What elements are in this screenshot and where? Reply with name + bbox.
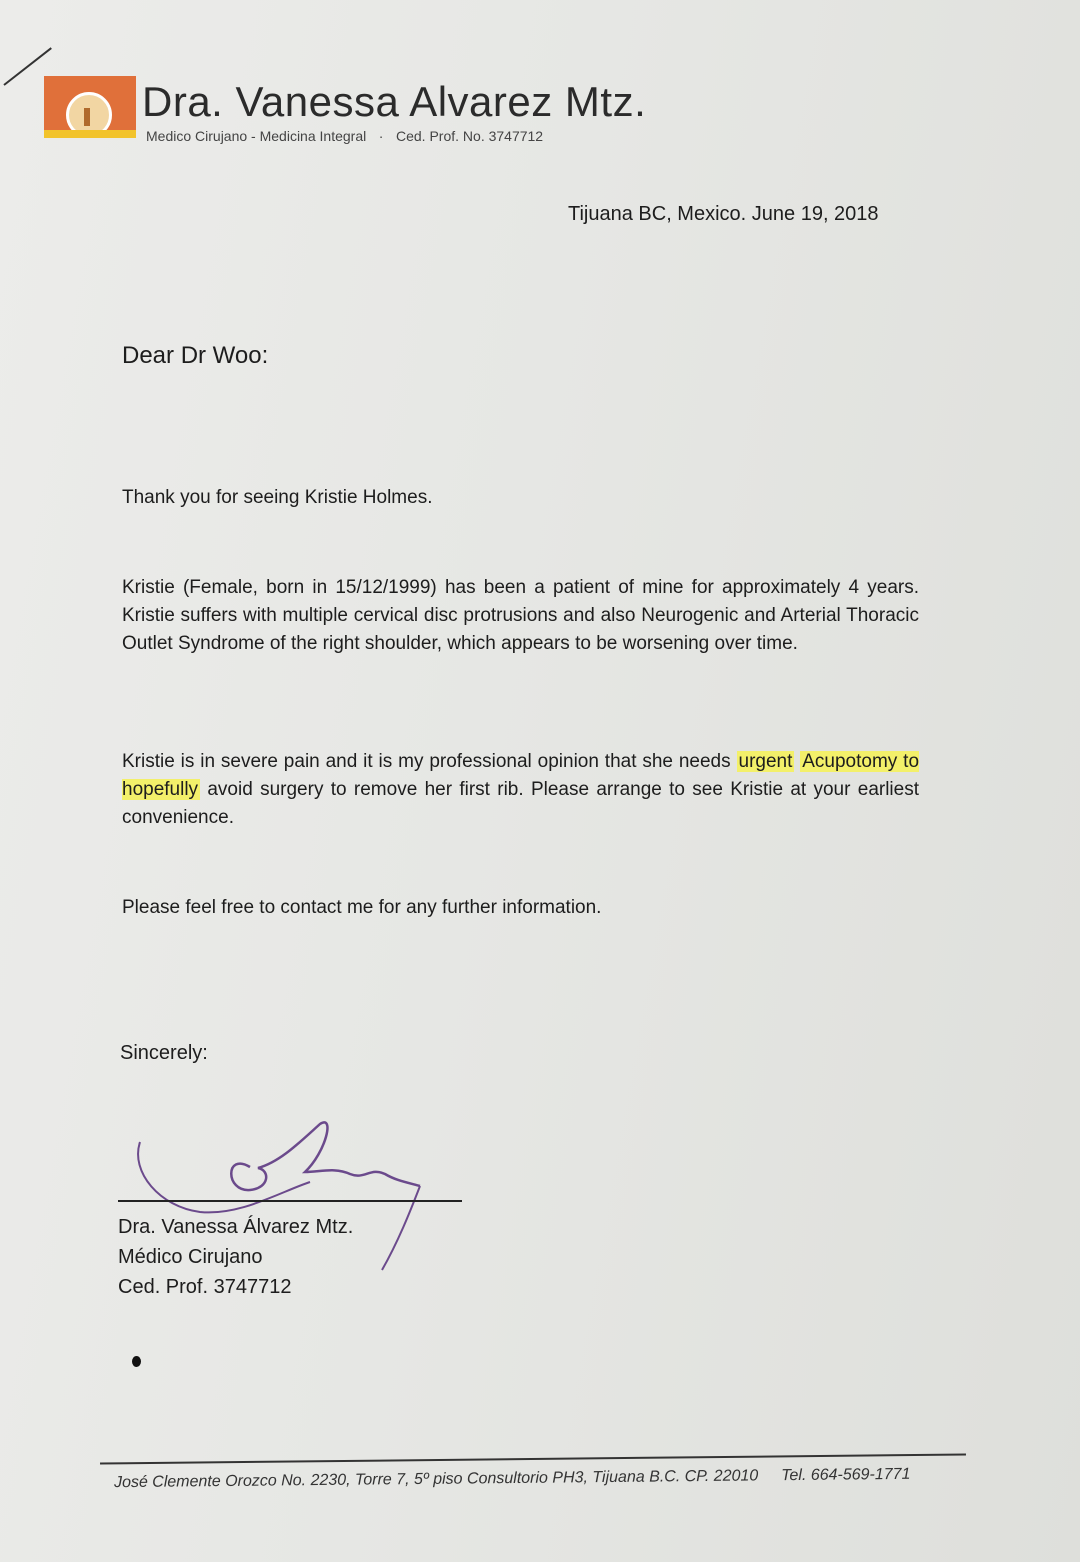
signer-title: Médico Cirujano [118, 1246, 263, 1268]
logo-bar [44, 130, 136, 138]
paragraph-opinion [122, 748, 919, 832]
highlight-acupotomy: Acupotomy to hopefully [122, 751, 920, 800]
signer-name: Dra. Vanessa Álvarez Mtz. [118, 1216, 354, 1238]
tree-trunk-icon [84, 108, 90, 126]
footer [114, 1466, 911, 1492]
footer-address: José Clemente Orozco No. 2230, Torre 7, 5º piso Consultorio PH3, Tijuana B.C. CP. 22010 [113, 1467, 759, 1492]
letter-date: Tijuana BC, Mexico. June 19, 2018 [568, 203, 879, 225]
opinion-text-end: avoid surgery to remove her first rib. Please arrange to see Kristie at your earliest convenience. [122, 779, 919, 828]
signature-block [118, 1212, 353, 1302]
paragraph-intro: Thank you for seeing Kristie Holmes. [122, 487, 433, 508]
salutation: Dear Dr Woo: [122, 342, 269, 369]
footer-divider [100, 1453, 966, 1464]
highlight-urgent: urgent [738, 751, 793, 772]
letterhead-license: Ced. Prof. No. 3747712 [396, 128, 544, 144]
letterhead-subtitle [146, 128, 543, 144]
letterhead-name: Dra. Vanessa Alvarez Mtz. [142, 78, 647, 125]
clinic-logo [44, 76, 136, 138]
closing: Sincerely: [120, 1042, 208, 1064]
footer-phone: Tel. 664-569-1771 [781, 1465, 911, 1485]
paragraph-history: Kristie (Female, born in 15/12/1999) has been a patient of mine for approximately 4 years. Kristie suffers with multiple cervical disc protrusions and also Neurogenic and Arterial Thoracic Outlet Syndrome of the right shoulder, which appears to be worsening over time. [122, 577, 919, 654]
signature-line [118, 1200, 462, 1202]
paragraph-contact: Please feel free to contact me for any further information. [122, 897, 602, 918]
signer-license: Ced. Prof. 3747712 [118, 1276, 292, 1298]
letterhead-specialty: Medico Cirujano - Medicina Integral [146, 128, 367, 144]
letterhead-separator: · [378, 128, 384, 144]
ink-dot [132, 1356, 141, 1367]
opinion-text-start: Kristie is in severe pain and it is my professional opinion that she needs [122, 751, 737, 772]
